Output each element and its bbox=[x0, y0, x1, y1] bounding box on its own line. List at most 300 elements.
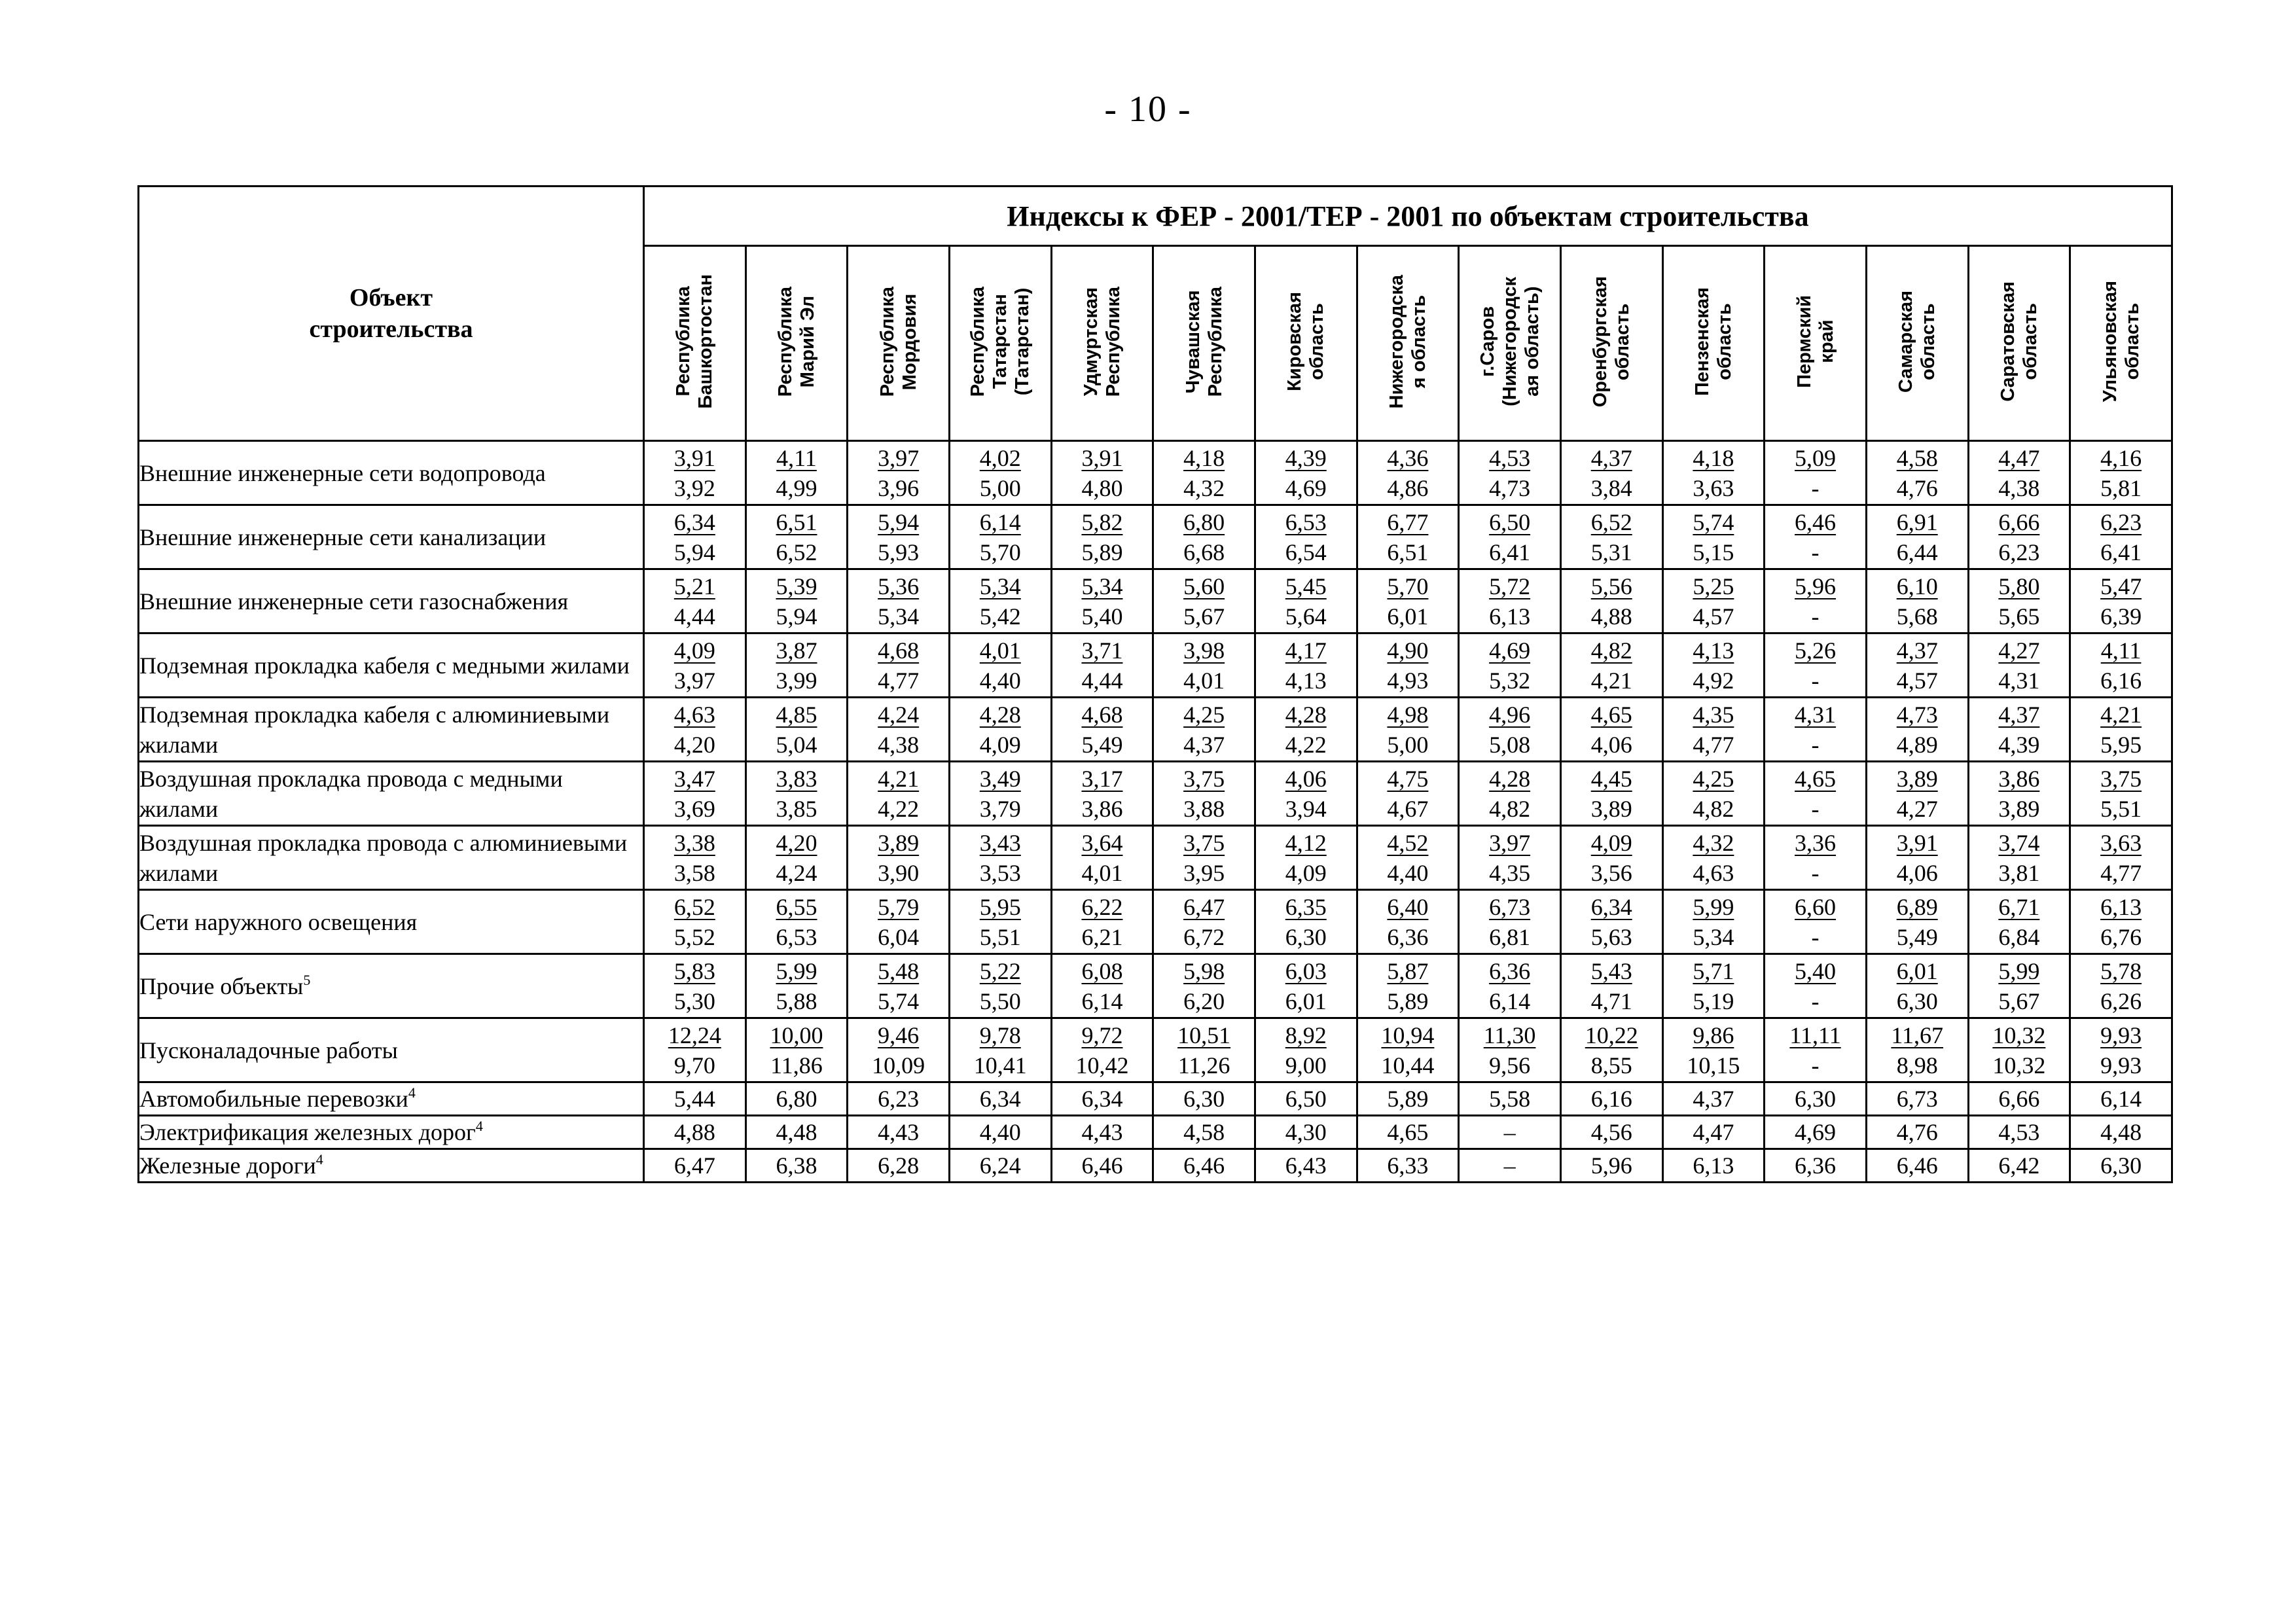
index-value-ter: 10,09 bbox=[872, 1052, 925, 1079]
index-value-ter: 6,01 bbox=[1387, 603, 1429, 630]
index-value-fer: 4,16 bbox=[2100, 444, 2142, 471]
index-value-cell bbox=[1051, 762, 1153, 826]
index-value-ter: 3,99 bbox=[776, 667, 817, 694]
index-value-fer: 3,75 bbox=[2100, 765, 2142, 792]
index-value-cell bbox=[2070, 826, 2172, 890]
index-value-cell bbox=[1968, 633, 2070, 698]
index-value-fer: 4,09 bbox=[1590, 829, 1632, 856]
index-value-ter: - bbox=[1811, 1052, 1820, 1079]
index-value-cell bbox=[1255, 954, 1357, 1018]
index-value-cell bbox=[848, 762, 950, 826]
construction-index-table bbox=[137, 185, 2173, 1183]
index-value-cell: 6,50 bbox=[1255, 1082, 1357, 1116]
index-value-fer: 6,34 bbox=[1590, 893, 1632, 920]
index-value-ter: 4,67 bbox=[1387, 795, 1429, 822]
region-header-cell bbox=[1459, 246, 1561, 441]
region-header-cell bbox=[1051, 246, 1153, 441]
index-value-cell bbox=[2070, 441, 2172, 505]
index-value-cell bbox=[2070, 505, 2172, 569]
index-value-fer: 4,58 bbox=[1896, 444, 1938, 471]
index-value-fer: 4,52 bbox=[1387, 829, 1429, 856]
index-value-ter: 4,76 bbox=[1896, 474, 1938, 501]
index-value-fer: 3,47 bbox=[673, 765, 715, 792]
index-value-fer: 6,47 bbox=[1183, 893, 1225, 920]
index-value-fer: 3,36 bbox=[1795, 829, 1837, 856]
index-value-ter: 5,40 bbox=[1081, 603, 1123, 630]
object-name-cell bbox=[139, 569, 644, 633]
index-value-cell bbox=[848, 954, 950, 1018]
index-value-cell bbox=[1866, 633, 1968, 698]
index-value-fer: 6,55 bbox=[776, 893, 817, 920]
region-header-cell bbox=[949, 246, 1051, 441]
index-value-cell bbox=[1968, 762, 2070, 826]
region-header-cell bbox=[1255, 246, 1357, 441]
index-value-cell: 6,38 bbox=[745, 1149, 848, 1183]
index-value-fer: 4,09 bbox=[673, 637, 715, 664]
index-value-cell bbox=[2070, 1018, 2172, 1082]
index-value-fer: 4,37 bbox=[1998, 701, 2040, 728]
index-value-ter: 6,16 bbox=[2100, 667, 2142, 694]
index-value-cell bbox=[1357, 954, 1459, 1018]
index-value-cell bbox=[1255, 633, 1357, 698]
index-value-cell bbox=[1357, 1018, 1459, 1082]
region-header-label: Оренбургская область bbox=[1590, 276, 1634, 408]
index-value-fer: 4,68 bbox=[1081, 701, 1123, 728]
index-value-ter: 4,63 bbox=[1693, 859, 1734, 886]
index-value-fer: 4,36 bbox=[1387, 444, 1429, 471]
index-value-ter: 5,51 bbox=[979, 923, 1021, 950]
index-value-ter: 4,20 bbox=[673, 731, 715, 758]
object-name: Электрификация железных дорог bbox=[139, 1119, 476, 1145]
index-value-cell bbox=[1459, 505, 1561, 569]
index-value-ter: 4,13 bbox=[1285, 667, 1327, 694]
region-header-label: Пензенская область bbox=[1691, 287, 1735, 396]
index-value-cell bbox=[1866, 505, 1968, 569]
index-value-fer: 4,20 bbox=[776, 829, 817, 856]
index-value-fer: 9,46 bbox=[878, 1022, 920, 1048]
object-name-cell bbox=[139, 890, 644, 954]
index-value-cell bbox=[1051, 890, 1153, 954]
index-value-cell bbox=[1765, 826, 1867, 890]
index-value-fer: 12,24 bbox=[668, 1022, 721, 1048]
index-value-cell bbox=[1765, 633, 1867, 698]
index-value-cell bbox=[1357, 826, 1459, 890]
index-value-fer: 4,28 bbox=[979, 701, 1021, 728]
index-value-ter: 3,92 bbox=[673, 474, 715, 501]
index-value-ter: 5,94 bbox=[776, 603, 817, 630]
object-name: Воздушная прокладка провода с медными жилами bbox=[139, 765, 563, 822]
index-value-fer: 5,99 bbox=[776, 957, 817, 984]
index-value-cell: 6,23 bbox=[848, 1082, 950, 1116]
index-value-cell: 6,46 bbox=[1866, 1149, 1968, 1183]
index-value-fer: 5,74 bbox=[1693, 508, 1734, 535]
index-value-cell bbox=[1459, 441, 1561, 505]
index-value-cell bbox=[1051, 698, 1153, 762]
index-value-ter: 3,53 bbox=[979, 859, 1021, 886]
index-value-ter: - bbox=[1811, 859, 1820, 886]
index-value-ter: 5,94 bbox=[673, 539, 715, 565]
index-value-fer: 4,96 bbox=[1489, 701, 1531, 728]
index-value-fer: 11,67 bbox=[1891, 1022, 1944, 1048]
index-value-fer: 11,11 bbox=[1789, 1022, 1841, 1048]
index-value-fer: 3,97 bbox=[1489, 829, 1531, 856]
index-value-ter: - bbox=[1811, 474, 1820, 501]
index-value-cell: 6,47 bbox=[644, 1149, 746, 1183]
index-value-fer: 3,86 bbox=[1998, 765, 2040, 792]
index-value-fer: 6,80 bbox=[1183, 508, 1225, 535]
index-value-ter: 5,64 bbox=[1285, 603, 1327, 630]
index-value-ter: 3,56 bbox=[1590, 859, 1632, 886]
index-value-cell bbox=[1153, 954, 1255, 1018]
region-header-label: Удмуртская Республика bbox=[1080, 286, 1124, 397]
index-value-cell bbox=[1765, 698, 1867, 762]
index-value-ter: 10,41 bbox=[973, 1052, 1027, 1079]
index-value-cell bbox=[1560, 569, 1662, 633]
index-value-ter: 4,77 bbox=[2100, 859, 2142, 886]
object-name: Внешние инженерные сети газоснабжения bbox=[139, 588, 569, 615]
index-value-ter: 9,00 bbox=[1285, 1052, 1327, 1079]
index-value-cell bbox=[1357, 890, 1459, 954]
index-value-ter: 4,22 bbox=[1285, 731, 1327, 758]
index-value-fer: 6,91 bbox=[1896, 508, 1938, 535]
index-value-cell bbox=[949, 505, 1051, 569]
index-value-fer: 5,72 bbox=[1489, 573, 1531, 599]
index-value-cell bbox=[745, 890, 848, 954]
index-value-fer: 4,32 bbox=[1693, 829, 1734, 856]
table-row bbox=[139, 890, 2172, 954]
index-value-cell bbox=[949, 698, 1051, 762]
index-value-ter: 6,53 bbox=[776, 923, 817, 950]
index-value-cell bbox=[1765, 890, 1867, 954]
index-value-ter: 6,23 bbox=[1998, 539, 2040, 565]
index-value-fer: 5,36 bbox=[878, 573, 920, 599]
region-header-cell bbox=[2070, 246, 2172, 441]
index-value-ter: 5,34 bbox=[878, 603, 920, 630]
index-value-fer: 11,30 bbox=[1483, 1022, 1536, 1048]
index-value-fer: 4,68 bbox=[878, 637, 920, 664]
index-value-cell bbox=[1560, 826, 1662, 890]
index-value-ter: 6,84 bbox=[1998, 923, 2040, 950]
index-value-cell bbox=[745, 441, 848, 505]
index-value-cell bbox=[2070, 762, 2172, 826]
index-value-cell bbox=[1968, 505, 2070, 569]
index-value-cell bbox=[1662, 1018, 1765, 1082]
index-value-fer: 6,46 bbox=[1795, 508, 1837, 535]
index-value-fer: 5,43 bbox=[1590, 957, 1632, 984]
index-value-fer: 9,93 bbox=[2100, 1022, 2142, 1048]
index-value-cell: 4,30 bbox=[1255, 1116, 1357, 1149]
index-value-fer: 6,50 bbox=[1489, 508, 1531, 535]
index-value-fer: 4,25 bbox=[1183, 701, 1225, 728]
index-value-fer: 6,52 bbox=[1590, 508, 1632, 535]
index-value-cell bbox=[1662, 505, 1765, 569]
index-value-cell: 6,34 bbox=[949, 1082, 1051, 1116]
index-value-cell bbox=[1968, 890, 2070, 954]
index-value-ter: 4,99 bbox=[776, 474, 817, 501]
index-value-cell: 6,46 bbox=[1153, 1149, 1255, 1183]
index-value-ter: 9,70 bbox=[673, 1052, 715, 1079]
index-value-cell bbox=[949, 569, 1051, 633]
index-value-cell bbox=[1153, 826, 1255, 890]
index-value-cell bbox=[1459, 569, 1561, 633]
index-value-fer: 4,53 bbox=[1489, 444, 1531, 471]
index-value-fer: 6,10 bbox=[1896, 573, 1938, 599]
index-value-fer: 3,74 bbox=[1998, 829, 2040, 856]
index-value-cell bbox=[2070, 633, 2172, 698]
index-value-ter: 5,32 bbox=[1489, 667, 1531, 694]
index-value-ter: 6,30 bbox=[1285, 923, 1327, 950]
index-value-ter: 4,89 bbox=[1896, 731, 1938, 758]
index-value-cell bbox=[949, 954, 1051, 1018]
index-value-fer: 10,22 bbox=[1585, 1022, 1638, 1048]
region-header-label: Республика Татарстан (Татарстан) bbox=[967, 286, 1033, 397]
object-name: Внешние инженерные сети канализации bbox=[139, 524, 547, 550]
index-value-fer: 5,99 bbox=[1693, 893, 1734, 920]
index-value-fer: 3,87 bbox=[776, 637, 817, 664]
index-value-fer: 4,65 bbox=[1795, 765, 1837, 792]
region-header-label: г.Саров (Нижегородск ая область) bbox=[1477, 277, 1543, 406]
index-value-ter: 6,54 bbox=[1285, 539, 1327, 565]
object-name: Подземная прокладка кабеля с алюминиевыми жилами bbox=[139, 701, 610, 758]
index-value-ter: 3,89 bbox=[1998, 795, 2040, 822]
index-value-cell bbox=[1968, 826, 2070, 890]
index-value-fer: 4,82 bbox=[1590, 637, 1632, 664]
index-value-ter: 5,88 bbox=[776, 988, 817, 1014]
index-value-fer: 6,35 bbox=[1285, 893, 1327, 920]
index-value-ter: 3,90 bbox=[878, 859, 920, 886]
index-value-cell: 5,96 bbox=[1560, 1149, 1662, 1183]
index-value-ter: 6,01 bbox=[1285, 988, 1327, 1014]
index-value-cell: 4,48 bbox=[745, 1116, 848, 1149]
object-name: Автомобильные перевозки bbox=[139, 1086, 408, 1112]
index-value-fer: 5,99 bbox=[1998, 957, 2040, 984]
index-value-fer: 5,94 bbox=[878, 508, 920, 535]
object-name-cell bbox=[139, 505, 644, 569]
index-value-ter: 6,76 bbox=[2100, 923, 2142, 950]
index-value-fer: 4,85 bbox=[776, 701, 817, 728]
index-value-cell bbox=[848, 441, 950, 505]
index-value-ter: 4,82 bbox=[1489, 795, 1531, 822]
index-value-cell bbox=[1051, 1018, 1153, 1082]
index-value-ter: 3,97 bbox=[673, 667, 715, 694]
index-value-fer: 4,11 bbox=[776, 444, 817, 471]
index-value-cell: 5,44 bbox=[644, 1082, 746, 1116]
index-value-fer: 5,98 bbox=[1183, 957, 1225, 984]
index-value-cell bbox=[1866, 890, 1968, 954]
index-value-fer: 3,49 bbox=[979, 765, 1021, 792]
index-value-ter: - bbox=[1811, 667, 1820, 694]
index-value-fer: 3,63 bbox=[2100, 829, 2142, 856]
index-value-ter: 4,77 bbox=[1693, 731, 1734, 758]
index-value-fer: 6,14 bbox=[979, 508, 1021, 535]
index-value-fer: 4,17 bbox=[1285, 637, 1327, 664]
index-value-ter: - bbox=[1811, 923, 1820, 950]
index-value-cell bbox=[1765, 505, 1867, 569]
index-value-ter: 4,93 bbox=[1387, 667, 1429, 694]
index-value-cell bbox=[1866, 826, 1968, 890]
index-value-cell bbox=[848, 569, 950, 633]
index-value-ter: 3,95 bbox=[1183, 859, 1225, 886]
index-value-fer: 3,97 bbox=[878, 444, 920, 471]
index-value-cell bbox=[848, 890, 950, 954]
index-value-ter: 4,01 bbox=[1183, 667, 1225, 694]
index-value-ter: 10,32 bbox=[1992, 1052, 2046, 1079]
index-value-fer: 4,02 bbox=[979, 444, 1021, 471]
footnote-marker: 4 bbox=[315, 1151, 323, 1168]
index-value-fer: 4,28 bbox=[1489, 765, 1531, 792]
index-value-cell: 6,30 bbox=[1153, 1082, 1255, 1116]
index-value-cell bbox=[1153, 441, 1255, 505]
index-value-fer: 6,03 bbox=[1285, 957, 1327, 984]
table-row bbox=[139, 826, 2172, 890]
index-value-cell bbox=[1459, 633, 1561, 698]
object-name-cell bbox=[139, 762, 644, 826]
index-value-cell: 6,42 bbox=[1968, 1149, 2070, 1183]
index-value-ter: 6,26 bbox=[2100, 988, 2142, 1014]
index-value-cell bbox=[1357, 441, 1459, 505]
index-value-fer: 4,06 bbox=[1285, 765, 1327, 792]
index-value-ter: 3,88 bbox=[1183, 795, 1225, 822]
index-value-fer: 4,18 bbox=[1693, 444, 1734, 471]
index-value-fer: 3,83 bbox=[776, 765, 817, 792]
index-value-ter: 4,86 bbox=[1387, 474, 1429, 501]
index-value-cell bbox=[1968, 954, 2070, 1018]
index-value-cell bbox=[2070, 569, 2172, 633]
index-value-fer: 3,38 bbox=[673, 829, 715, 856]
index-value-ter: 6,41 bbox=[1489, 539, 1531, 565]
index-value-fer: 5,87 bbox=[1387, 957, 1429, 984]
index-value-fer: 5,21 bbox=[673, 573, 715, 599]
index-value-ter: 4,73 bbox=[1489, 474, 1531, 501]
index-value-cell bbox=[949, 1018, 1051, 1082]
object-header-label: Объект строительства bbox=[309, 284, 473, 343]
index-value-cell bbox=[1560, 698, 1662, 762]
index-value-cell bbox=[1051, 633, 1153, 698]
index-value-cell bbox=[1357, 762, 1459, 826]
index-value-fer: 3,75 bbox=[1183, 765, 1225, 792]
region-header-label: Кировская область bbox=[1284, 292, 1328, 391]
index-value-fer: 5,22 bbox=[979, 957, 1021, 984]
index-value-fer: 5,83 bbox=[673, 957, 715, 984]
index-value-ter: 5,50 bbox=[979, 988, 1021, 1014]
index-value-ter: 4,92 bbox=[1693, 667, 1734, 694]
index-value-fer: 6,66 bbox=[1998, 508, 2040, 535]
index-value-fer: 5,95 bbox=[979, 893, 1021, 920]
index-value-ter: 6,51 bbox=[1387, 539, 1429, 565]
index-value-fer: 5,80 bbox=[1998, 573, 2040, 599]
index-value-ter: 5,63 bbox=[1590, 923, 1632, 950]
index-value-ter: 4,35 bbox=[1489, 859, 1531, 886]
index-value-fer: 5,34 bbox=[979, 573, 1021, 599]
object-name: Воздушная прокладка провода с алюминиевыми жилами bbox=[139, 829, 628, 886]
index-value-fer: 6,23 bbox=[2100, 508, 2142, 535]
index-value-ter: 8,98 bbox=[1896, 1052, 1938, 1079]
region-header-label: Чувашская Республика bbox=[1182, 286, 1226, 397]
footnote-marker: 5 bbox=[303, 971, 311, 988]
index-value-cell bbox=[1968, 441, 2070, 505]
object-column-header bbox=[139, 187, 644, 441]
index-value-fer: 9,78 bbox=[979, 1022, 1021, 1048]
index-value-fer: 5,78 bbox=[2100, 957, 2142, 984]
index-value-ter: 6,36 bbox=[1387, 923, 1429, 950]
region-header-label: Республика Башкортостан bbox=[673, 274, 717, 409]
index-value-cell bbox=[1866, 762, 1968, 826]
index-value-ter: 11,86 bbox=[770, 1052, 823, 1079]
region-header-cell bbox=[1153, 246, 1255, 441]
index-value-fer: 5,48 bbox=[878, 957, 920, 984]
index-value-cell bbox=[644, 1018, 746, 1082]
index-value-fer: 6,77 bbox=[1387, 508, 1429, 535]
index-group-header: Индексы к ФЕР - 2001/ТЕР - 2001 по объектам строительства bbox=[644, 187, 2172, 246]
index-value-ter: 4,44 bbox=[1081, 667, 1123, 694]
index-value-fer: 10,51 bbox=[1177, 1022, 1231, 1048]
object-name: Железные дороги bbox=[139, 1152, 316, 1179]
index-value-cell bbox=[1051, 505, 1153, 569]
index-value-ter: 5,52 bbox=[673, 923, 715, 950]
index-value-ter: 4,44 bbox=[673, 603, 715, 630]
index-value-fer: 4,90 bbox=[1387, 637, 1429, 664]
index-value-cell bbox=[1968, 1018, 2070, 1082]
index-value-ter: 5,81 bbox=[2100, 474, 2142, 501]
index-value-fer: 4,69 bbox=[1489, 637, 1531, 664]
index-value-cell: 4,69 bbox=[1765, 1116, 1867, 1149]
index-value-ter: 5,49 bbox=[1081, 731, 1123, 758]
index-value-cell bbox=[1765, 441, 1867, 505]
index-value-fer: 4,45 bbox=[1590, 765, 1632, 792]
table-row bbox=[139, 1082, 2172, 1116]
index-value-ter: 5,67 bbox=[1183, 603, 1225, 630]
index-value-cell bbox=[644, 826, 746, 890]
index-value-cell bbox=[644, 569, 746, 633]
index-value-ter: 4,57 bbox=[1896, 667, 1938, 694]
index-value-cell: 4,65 bbox=[1357, 1116, 1459, 1149]
index-value-fer: 4,65 bbox=[1590, 701, 1632, 728]
index-value-fer: 4,98 bbox=[1387, 701, 1429, 728]
index-value-cell bbox=[1662, 633, 1765, 698]
object-name-cell bbox=[139, 826, 644, 890]
index-value-ter: 4,21 bbox=[1590, 667, 1632, 694]
table-row bbox=[139, 954, 2172, 1018]
index-value-cell: 6,80 bbox=[745, 1082, 848, 1116]
index-value-fer: 6,52 bbox=[673, 893, 715, 920]
index-value-ter: 5,04 bbox=[776, 731, 817, 758]
index-value-cell bbox=[1357, 505, 1459, 569]
object-name-cell bbox=[139, 633, 644, 698]
region-header-label: Саратовская область bbox=[1997, 281, 2041, 402]
index-value-cell bbox=[848, 633, 950, 698]
index-value-cell bbox=[1153, 698, 1255, 762]
index-value-ter: 3,79 bbox=[979, 795, 1021, 822]
index-value-ter: 3,96 bbox=[878, 474, 920, 501]
index-value-ter: 5,74 bbox=[878, 988, 920, 1014]
index-value-ter: 6,68 bbox=[1183, 539, 1225, 565]
index-value-ter: 5,67 bbox=[1998, 988, 2040, 1014]
index-value-cell bbox=[1866, 1018, 1968, 1082]
index-value-fer: 4,37 bbox=[1896, 637, 1938, 664]
index-value-cell bbox=[745, 698, 848, 762]
index-value-ter: 6,14 bbox=[1489, 988, 1531, 1014]
index-value-cell bbox=[949, 826, 1051, 890]
index-value-ter: 5,00 bbox=[1387, 731, 1429, 758]
index-value-cell bbox=[1459, 698, 1561, 762]
index-value-cell bbox=[949, 890, 1051, 954]
index-value-cell: – bbox=[1459, 1149, 1561, 1183]
index-value-ter: - bbox=[1811, 603, 1820, 630]
index-value-fer: 4,21 bbox=[2100, 701, 2142, 728]
index-value-ter: 11,26 bbox=[1177, 1052, 1230, 1079]
index-value-ter: 3,86 bbox=[1081, 795, 1123, 822]
index-value-fer: 4,13 bbox=[1693, 637, 1734, 664]
